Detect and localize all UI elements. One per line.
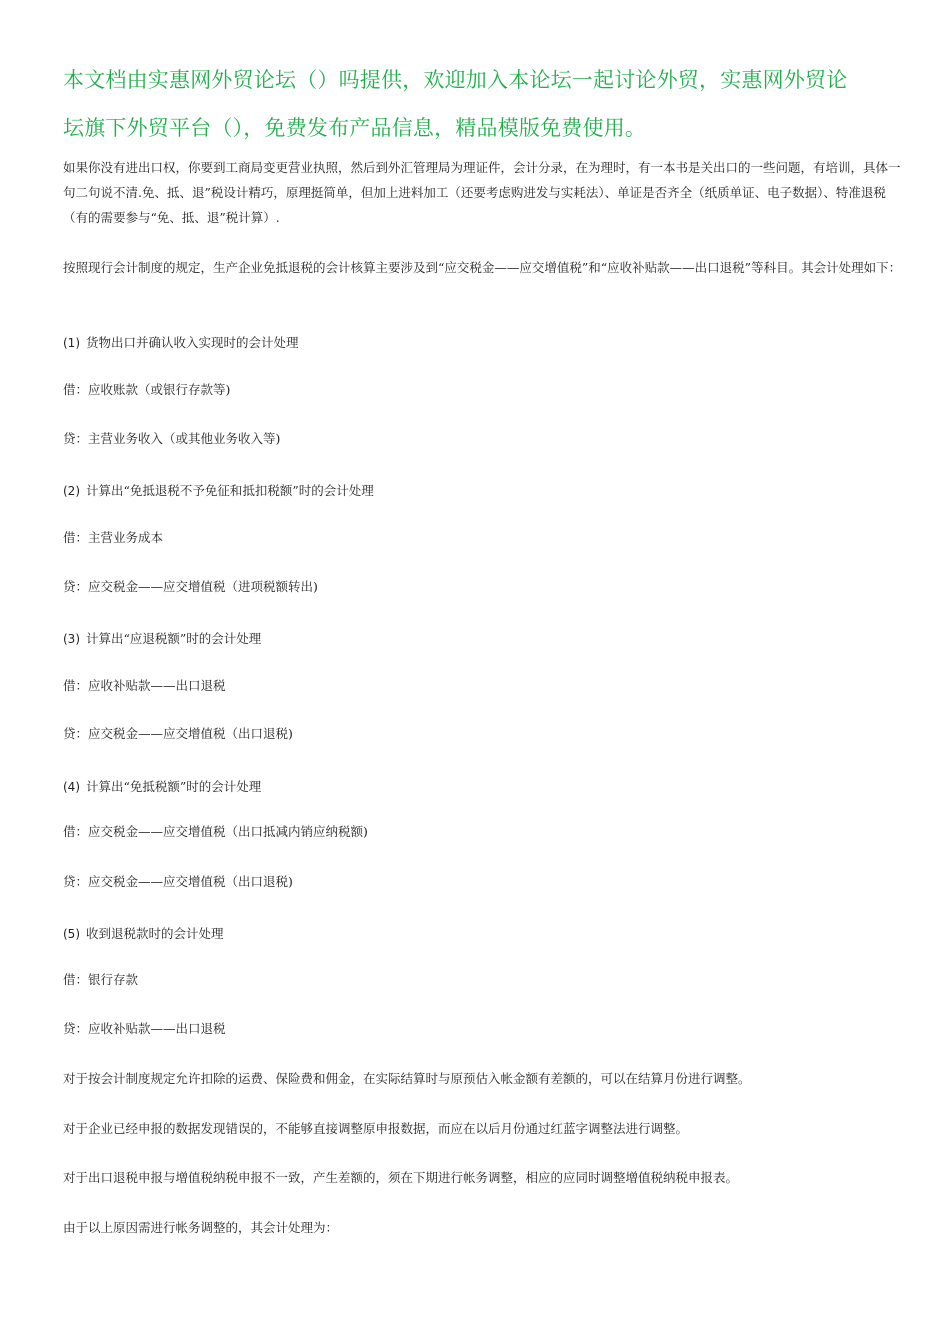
forum-banner (63, 56, 903, 152)
credit-entry: 贷：主营业务收入（或其他业务收入等) (63, 431, 281, 446)
step-heading (63, 777, 261, 797)
step-title: 收到退税款时的会计处理 (86, 926, 224, 941)
debit-entry: 借：银行存款 (63, 972, 139, 987)
debit-entry: 借：主营业务成本 (63, 530, 164, 545)
banner-line-2: 坛旗下外贸平台（），免费发布产品信息，精品模版免费使用。 (63, 116, 647, 140)
step-number: (5) (63, 927, 80, 941)
note-paragraph: 对于按会计制度规定允许扣除的运费、保险费和佣金，在实际结算时与原预估入帐金额有差额的，可以在结算月份进行调整。 (63, 1071, 751, 1086)
note-paragraph: 对于企业已经申报的数据发现错误的，不能够直接调整原申报数据，而应在以后月份通过红蓝字调整法进行调整。 (63, 1121, 689, 1136)
step-number: (4) (63, 780, 80, 794)
intro-paragraph: 如果你没有进出口权，你要到工商局变更营业执照，然后到外汇管理局为理证件，会计分录，在为理时，有一本书是关出口的一些问题，有培训，具体一句二句说不清.免、抵、退”税设计精巧，原理挺简单，但加上进料加工（还要考虑购进发与实耗法）、单证是否齐全（纸质单证、电子数据）、特准退税（有的需要参与“免、抵、退”税计算）. (63, 160, 901, 225)
step-title: 计算出“应退税额”时的会计处理 (86, 631, 262, 646)
step-number: (2) (63, 484, 80, 498)
note-paragraph: 对于出口退税申报与增值税纳税申报不一致，产生差额的，须在下期进行帐务调整，相应的应同时调整增值税纳税申报表。 (63, 1170, 739, 1185)
debit-entry: 借：应收补贴款——出口退税 (63, 678, 226, 693)
debit-entry: 借：应交税金——应交增值税（出口抵减内销应纳税额) (63, 824, 368, 839)
credit-entry: 贷：应交税金——应交增值税（出口退税) (63, 874, 293, 889)
step-title: 计算出“免抵退税不予免征和抵扣税额”时的会计处理 (86, 483, 374, 498)
step-heading (63, 629, 261, 649)
step-number: (1) (63, 336, 80, 350)
step-title: 计算出“免抵税额”时的会计处理 (86, 779, 262, 794)
debit-entry: 借：应收账款（或银行存款等) (63, 382, 231, 397)
credit-entry: 贷：应收补贴款——出口退税 (63, 1021, 226, 1036)
step-heading (63, 481, 374, 501)
step-title: 货物出口并确认收入实现时的会计处理 (86, 335, 299, 350)
rule-paragraph: 按照现行会计制度的规定，生产企业免抵退税的会计核算主要涉及到“应交税金——应交增值税”和“应收补贴款——出口退税”等科目。其会计处理如下： (63, 260, 902, 275)
credit-entry: 贷：应交税金——应交增值税（进项税额转出) (63, 579, 318, 594)
step-heading (63, 924, 224, 944)
note-paragraph: 由于以上原因需进行帐务调整的，其会计处理为： (63, 1220, 339, 1235)
banner-line-1: 本文档由实惠网外贸论坛（）吗提供，欢迎加入本论坛一起讨论外贸，实惠网外贸论 (63, 68, 848, 92)
step-number: (3) (63, 632, 80, 646)
credit-entry: 贷：应交税金——应交增值税（出口退税) (63, 726, 293, 741)
step-heading (63, 333, 299, 353)
